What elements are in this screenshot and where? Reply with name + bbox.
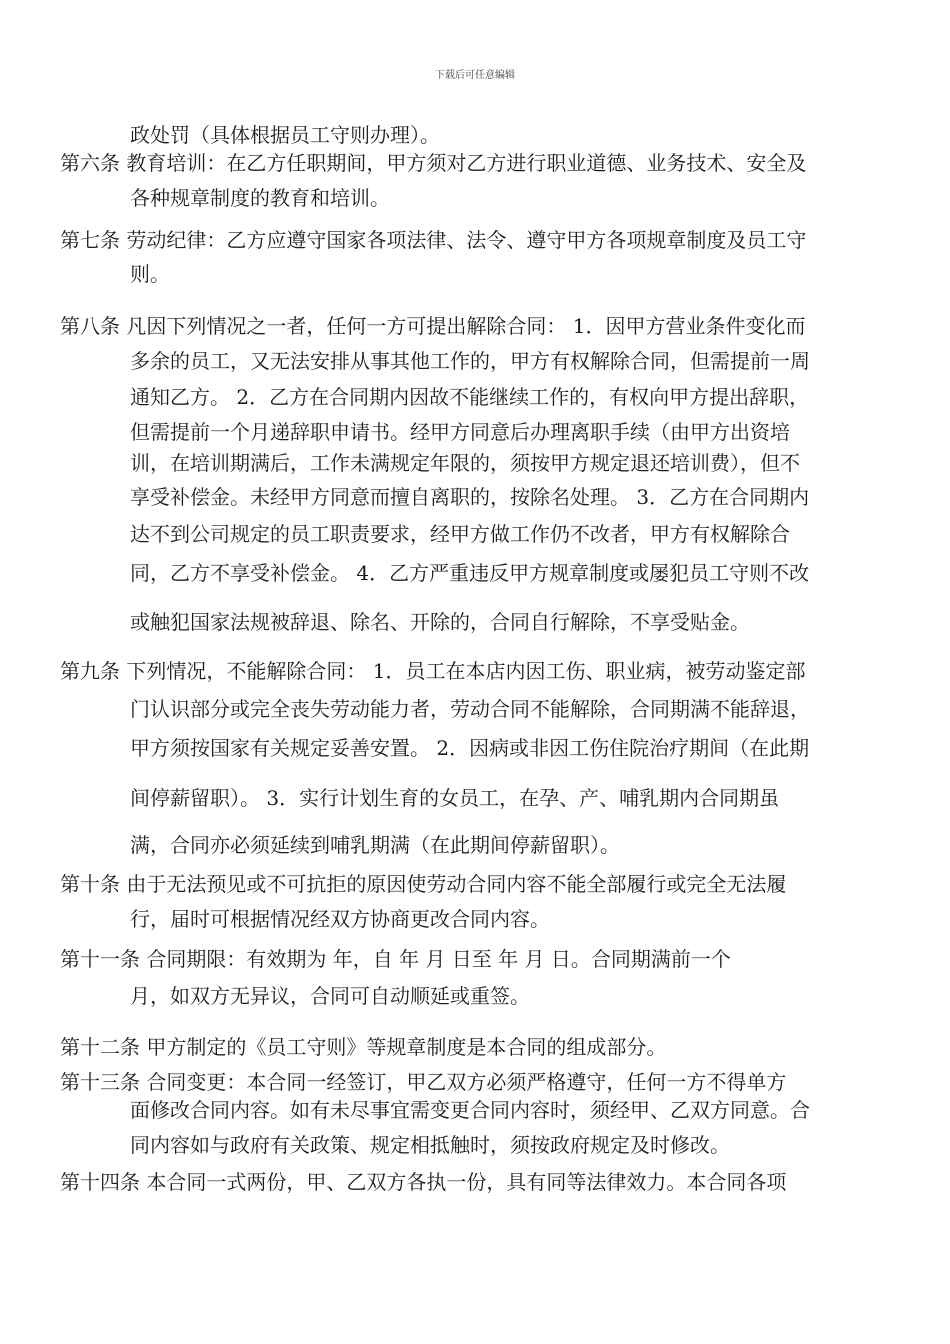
article-6-line: 第六条 教育培训：在乙方任职期间，甲方须对乙方进行职业道德、业务技术、安全及 [60, 151, 807, 175]
text-line: 享受补偿金。未经甲方同意而擅自离职的，按除名处理。 3．乙方在合同期内 [130, 485, 810, 509]
article-14-line: 第十四条 本合同一式两份，甲、乙双方各执一份，具有同等法律效力。本合同各项 [60, 1170, 787, 1194]
article-12-line: 第十二条 甲方制定的《员工守则》等规章制度是本合同的组成部分。 [60, 1035, 667, 1059]
text-line: 行，届时可根据情况经双方协商更改合同内容。 [130, 907, 550, 931]
text-line: 同内容如与政府有关政策、规定相抵触时，须按政府规定及时修改。 [130, 1133, 730, 1157]
text-line: 训，在培训期满后，工作未满规定年限的，须按甲方规定退还培训费），但不 [130, 451, 800, 475]
article-7-line: 第七条 劳动纪律：乙方应遵守国家各项法律、法令、遵守甲方各项规章制度及员工守 [60, 228, 807, 252]
text-line: 则。 [130, 262, 170, 286]
text-line: 各种规章制度的教育和培训。 [130, 186, 390, 210]
text-line: 面修改合同内容。如有未尽事宜需变更合同内容时，须经甲、乙双方同意。合 [130, 1098, 810, 1122]
text-line: 或触犯国家法规被辞退、除名、开除的，合同自行解除，不享受贴金。 [130, 610, 750, 634]
text-line: 月，如双方无异议，合同可自动顺延或重签。 [130, 984, 530, 1008]
article-10-line: 第十条 由于无法预见或不可抗拒的原因使劳动合同内容不能全部履行或完全无法履 [60, 872, 787, 896]
article-11-line: 第十一条 合同期限：有效期为 年，自 年 月 日至 年 月 日。合同期满前一个 [60, 947, 731, 971]
text-line: 满，合同亦必须延续到哺乳期满（在此期间停薪留职）。 [130, 833, 620, 857]
text-line: 但需提前一个月递辞职申请书。经甲方同意后办理离职手续（由甲方出资培 [130, 420, 790, 444]
text-line: 通知乙方。 2．乙方在合同期内因故不能继续工作的，有权向甲方提出辞职， [130, 385, 810, 409]
text-line: 间停薪留职）。 3．实行计划生育的女员工，在孕、产、哺乳期内合同期虽 [130, 786, 780, 810]
article-8-line: 第八条 凡因下列情况之一者，任何一方可提出解除合同： 1．因甲方营业条件变化而 [60, 314, 806, 338]
text-line: 多余的员工，又无法安排从事其他工作的，甲方有权解除合同，但需提前一周 [130, 349, 810, 373]
page-header: 下载后可任意编辑 [435, 70, 515, 81]
text-line: 政处罚（具体根据员工守则办理）。 [130, 123, 440, 147]
text-line: 同，乙方不享受补偿金。 4．乙方严重违反甲方规章制度或屡犯员工守则不改 [130, 561, 810, 585]
text-line: 达不到公司规定的员工职责要求，经甲方做工作仍不改者，甲方有权解除合 [130, 522, 790, 546]
text-line: 甲方须按国家有关规定妥善安置。 2．因病或非因工伤住院治疗期间（在此期 [130, 736, 810, 760]
article-13-line: 第十三条 合同变更：本合同一经签订，甲乙双方必须严格遵守，任何一方不得单方 [60, 1070, 787, 1094]
article-9-line: 第九条 下列情况，不能解除合同： 1．员工在本店内因工伤、职业病，被劳动鉴定部 [60, 659, 806, 683]
text-line: 门认识部分或完全丧失劳动能力者，劳动合同不能解除，合同期满不能辞退， [130, 697, 810, 721]
